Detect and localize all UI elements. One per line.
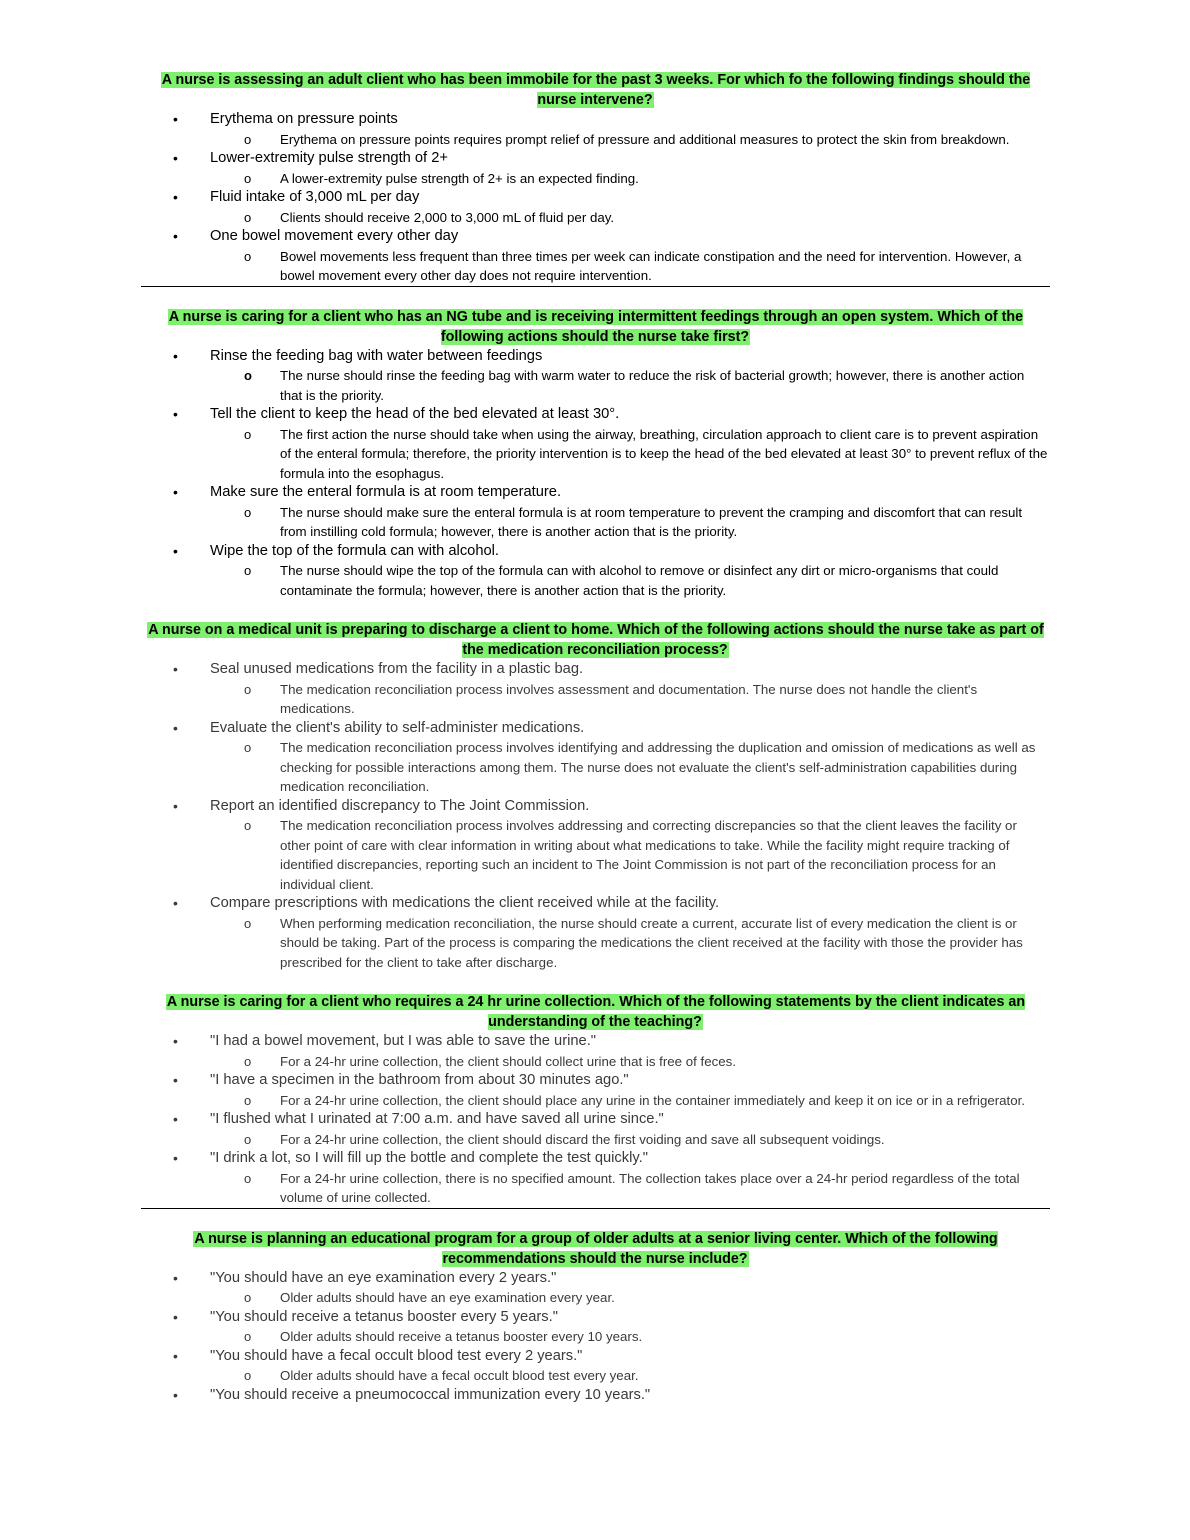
highlighted-question: A nurse is caring for a client who requires a 24 hr urine collection. Which of the following statements by the client indicates an understanding of the teaching? bbox=[166, 994, 1026, 1030]
rationale-item bbox=[141, 1366, 1050, 1386]
option-text: Evaluate the client's ability to self-administer medications. bbox=[210, 719, 585, 736]
option-text: "I have a specimen in the bathroom from about 30 minutes ago." bbox=[210, 1072, 629, 1088]
answer-option bbox=[141, 1386, 1050, 1406]
answer-option bbox=[141, 660, 1050, 680]
option-text: Seal unused medications from the facility in a plastic bag. bbox=[210, 661, 584, 677]
bullet-icon: • bbox=[173, 347, 178, 364]
rationale-text: For a 24-hr urine collection, the client should place any urine in the container immediately and keep it on ice or in a refrigerator. bbox=[280, 1092, 1026, 1108]
highlighted-question: A nurse is planning an educational program for a group of older adults at a senior living center. Which of the following recommendations should the nurse include? bbox=[194, 1230, 998, 1267]
rationale-text: Older adults should have a fecal occult blood test every year. bbox=[280, 1368, 639, 1383]
rationale-text: Older adults should receive a tetanus booster every 10 years. bbox=[280, 1329, 643, 1344]
answer-option bbox=[141, 483, 1050, 503]
answer-option bbox=[141, 1269, 1050, 1289]
option-text: Wipe the top of the formula can with alcohol. bbox=[210, 542, 500, 559]
bullet-icon: • bbox=[173, 1033, 178, 1049]
answer-option bbox=[141, 1032, 1050, 1052]
question-block bbox=[141, 307, 1050, 601]
sub-bullet-icon: o bbox=[244, 1290, 252, 1305]
answer-options-list bbox=[141, 110, 1050, 286]
bullet-icon: • bbox=[173, 150, 178, 166]
question-text bbox=[141, 620, 1050, 660]
answer-option bbox=[141, 1347, 1050, 1367]
bullet-icon: • bbox=[173, 542, 178, 559]
question-block bbox=[141, 70, 1050, 287]
option-text: "I drink a lot, so I will fill up the bottle and complete the test quickly." bbox=[210, 1150, 648, 1166]
answer-option bbox=[141, 542, 1050, 562]
option-text: "You should have a fecal occult blood test every 2 years." bbox=[210, 1347, 583, 1364]
sub-bullet-icon: o bbox=[244, 1053, 252, 1069]
rationale-item bbox=[141, 1052, 1050, 1072]
rationale-text: The nurse should make sure the enteral formula is at room temperature to prevent the cramping and discomfort that can result from instilling cold formula; however, there is another action that is the priority. bbox=[280, 504, 1023, 539]
sub-bullet-icon: o bbox=[244, 818, 252, 833]
rationale-text: The first action the nurse should take when using the airway, breathing, circulation approach to client care is to prevent aspiration of the enteral formula; therefore, the priority intervention is to keep the head of the bed elevated at least 30° to prevent reflux of the formula into the esophagus. bbox=[280, 426, 1048, 481]
option-text: One bowel movement every other day bbox=[210, 228, 459, 244]
question-text bbox=[141, 992, 1050, 1032]
question-block bbox=[141, 1229, 1050, 1406]
question-text bbox=[141, 70, 1050, 110]
rationale-item bbox=[141, 914, 1050, 973]
bullet-icon: • bbox=[173, 228, 178, 244]
rationale-item bbox=[141, 208, 1050, 228]
sub-bullet-icon: o bbox=[244, 1092, 252, 1108]
option-text: "I had a bowel movement, but I was able to save the urine." bbox=[210, 1033, 596, 1049]
rationale-item bbox=[141, 366, 1050, 405]
rationale-item bbox=[141, 1169, 1050, 1208]
answer-option bbox=[141, 188, 1050, 208]
option-text: Make sure the enteral formula is at room temperature. bbox=[210, 484, 562, 500]
rationale-text: For a 24-hr urine collection, the client should discard the first voiding and save all subsequent voidings. bbox=[280, 1131, 885, 1147]
rationale-text: The nurse should rinse the feeding bag with warm water to reduce the risk of bacterial growth; however, there is another action that is the priority. bbox=[280, 368, 1025, 403]
option-text: Fluid intake of 3,000 mL per day bbox=[210, 189, 420, 205]
sub-bullet-icon: o bbox=[244, 1131, 252, 1147]
rationale-text: The medication reconciliation process involves identifying and addressing the duplication and omission of medications as well as checking for possible interactions among them. The nurse does not evaluate the client's self-administration capabilities during medication reconciliation. bbox=[280, 740, 1036, 794]
bullet-icon: • bbox=[173, 1072, 178, 1088]
answer-option bbox=[141, 797, 1050, 817]
rationale-item bbox=[141, 680, 1050, 719]
rationale-text: Bowel movements less frequent than three times per week can indicate constipation and the need for intervention. However, a bowel movement every other day does not require intervention. bbox=[280, 248, 1022, 283]
sub-bullet-icon: o bbox=[244, 563, 252, 578]
highlighted-question: A nurse on a medical unit is preparing to discharge a client to home. Which of the following actions should the nurse take as part of the medication reconciliation process? bbox=[148, 622, 1044, 658]
rationale-text: Older adults should have an eye examination every year. bbox=[280, 1290, 615, 1305]
sub-bullet-icon: o bbox=[244, 1368, 252, 1383]
answer-option bbox=[141, 1110, 1050, 1130]
option-text: "You should have an eye examination every 2 years." bbox=[210, 1269, 557, 1286]
option-text: Rinse the feeding bag with water between feedings bbox=[210, 347, 543, 364]
sub-bullet-icon: o bbox=[244, 209, 252, 225]
bullet-icon: • bbox=[173, 719, 178, 736]
bullet-icon: • bbox=[173, 797, 178, 814]
answer-option bbox=[141, 1149, 1050, 1169]
answer-options-list bbox=[141, 347, 1050, 601]
sub-bullet-icon: o bbox=[244, 504, 252, 520]
option-text: "I flushed what I urinated at 7:00 a.m. and have saved all urine since." bbox=[210, 1111, 664, 1127]
rationale-text: Erythema on pressure points requires prompt relief of pressure and additional measures to protect the skin from breakdown. bbox=[280, 131, 1010, 147]
rationale-item bbox=[141, 1288, 1050, 1308]
sub-bullet-icon: o bbox=[244, 1170, 252, 1186]
answer-option bbox=[141, 719, 1050, 739]
rationale-item bbox=[141, 247, 1050, 286]
rationale-item bbox=[141, 1091, 1050, 1111]
bullet-icon: • bbox=[173, 1111, 178, 1127]
question-block bbox=[141, 992, 1050, 1209]
sub-bullet-icon: o bbox=[244, 426, 252, 442]
answer-options-list bbox=[141, 1032, 1050, 1208]
sub-bullet-icon: o bbox=[244, 1329, 252, 1344]
answer-options-list bbox=[141, 660, 1050, 972]
sub-bullet-icon: o bbox=[244, 681, 252, 697]
bullet-icon: • bbox=[173, 1269, 178, 1286]
bullet-icon: • bbox=[173, 1386, 178, 1403]
rationale-item bbox=[141, 561, 1050, 600]
answer-option bbox=[141, 1071, 1050, 1091]
bullet-icon: • bbox=[173, 484, 178, 500]
option-text: Compare prescriptions with medications the client received while at the facility. bbox=[210, 895, 720, 911]
bullet-icon: • bbox=[173, 661, 178, 677]
answer-option bbox=[141, 347, 1050, 367]
rationale-text: The medication reconciliation process involves assessment and documentation. The nurse does not handle the client's medications. bbox=[280, 681, 978, 716]
bullet-icon: • bbox=[173, 1347, 178, 1364]
rationale-item bbox=[141, 130, 1050, 150]
answer-option bbox=[141, 894, 1050, 914]
sub-bullet-icon: o bbox=[244, 740, 252, 755]
option-text: Report an identified discrepancy to The Joint Commission. bbox=[210, 797, 590, 814]
question-text bbox=[141, 1229, 1050, 1269]
question-block bbox=[141, 620, 1050, 972]
rationale-text: The medication reconciliation process involves addressing and correcting discrepancies so that the client leaves the facility or other point of care with clear information in writing about what medications to take. While the facility might require tracking of identified discrepancies, reporting such an incident to The Joint Commission is not part of the reconciliation process for an individual client. bbox=[280, 818, 1017, 892]
sub-bullet-icon: o bbox=[244, 170, 252, 186]
highlighted-question: A nurse is caring for a client who has an NG tube and is receiving intermittent feedings through an open system. Which of the following actions should the nurse take first? bbox=[168, 308, 1024, 345]
option-text: Erythema on pressure points bbox=[210, 111, 398, 127]
rationale-text: Clients should receive 2,000 to 3,000 mL of fluid per day. bbox=[280, 209, 615, 225]
rationale-text: A lower-extremity pulse strength of 2+ is an expected finding. bbox=[280, 170, 639, 186]
option-text: "You should receive a pneumococcal immunization every 10 years." bbox=[210, 1386, 651, 1403]
option-text: "You should receive a tetanus booster every 5 years." bbox=[210, 1308, 558, 1325]
rationale-item bbox=[141, 816, 1050, 894]
answer-option bbox=[141, 227, 1050, 247]
answer-option bbox=[141, 110, 1050, 130]
option-text: Lower-extremity pulse strength of 2+ bbox=[210, 150, 448, 166]
answer-options-list bbox=[141, 1269, 1050, 1406]
rationale-item bbox=[141, 738, 1050, 797]
sub-bullet-icon: o bbox=[244, 915, 252, 931]
rationale-item bbox=[141, 503, 1050, 542]
bullet-icon: • bbox=[173, 1150, 178, 1166]
sub-bullet-icon: o bbox=[244, 131, 252, 147]
document-content bbox=[141, 70, 1050, 1425]
rationale-text: When performing medication reconciliation, the nurse should create a current, accurate list of every medication the client is or should be taking. Part of the process is comparing the medications the client received at the facility with those the provider has prescribed for the client to take after discharge. bbox=[280, 915, 1023, 970]
rationale-item bbox=[141, 1130, 1050, 1150]
answer-option bbox=[141, 1308, 1050, 1328]
rationale-item bbox=[141, 169, 1050, 189]
bullet-icon: • bbox=[173, 1308, 178, 1325]
rationale-item bbox=[141, 425, 1050, 484]
option-text: Tell the client to keep the head of the bed elevated at least 30°. bbox=[210, 406, 620, 422]
bullet-icon: • bbox=[173, 111, 178, 127]
rationale-text: For a 24-hr urine collection, the client should collect urine that is free of feces. bbox=[280, 1053, 737, 1069]
bullet-icon: • bbox=[173, 406, 178, 422]
answer-option bbox=[141, 405, 1050, 425]
rationale-text: For a 24-hr urine collection, there is no specified amount. The collection takes place over a 24-hr period regardless of the total volume of urine collected. bbox=[280, 1170, 1020, 1205]
bullet-icon: • bbox=[173, 895, 178, 911]
sub-bullet-icon: o bbox=[244, 248, 252, 264]
rationale-item bbox=[141, 1327, 1050, 1347]
sub-bullet-icon: o bbox=[244, 368, 252, 383]
question-text bbox=[141, 307, 1050, 347]
highlighted-question: A nurse is assessing an adult client who has been immobile for the past 3 weeks. For which fo the following findings should the nurse intervene? bbox=[161, 72, 1031, 108]
rationale-text: The nurse should wipe the top of the formula can with alcohol to remove or disinfect any dirt or micro-organisms that could contaminate the formula; however, there is another action that is the priority. bbox=[280, 563, 999, 598]
bullet-icon: • bbox=[173, 189, 178, 205]
answer-option bbox=[141, 149, 1050, 169]
